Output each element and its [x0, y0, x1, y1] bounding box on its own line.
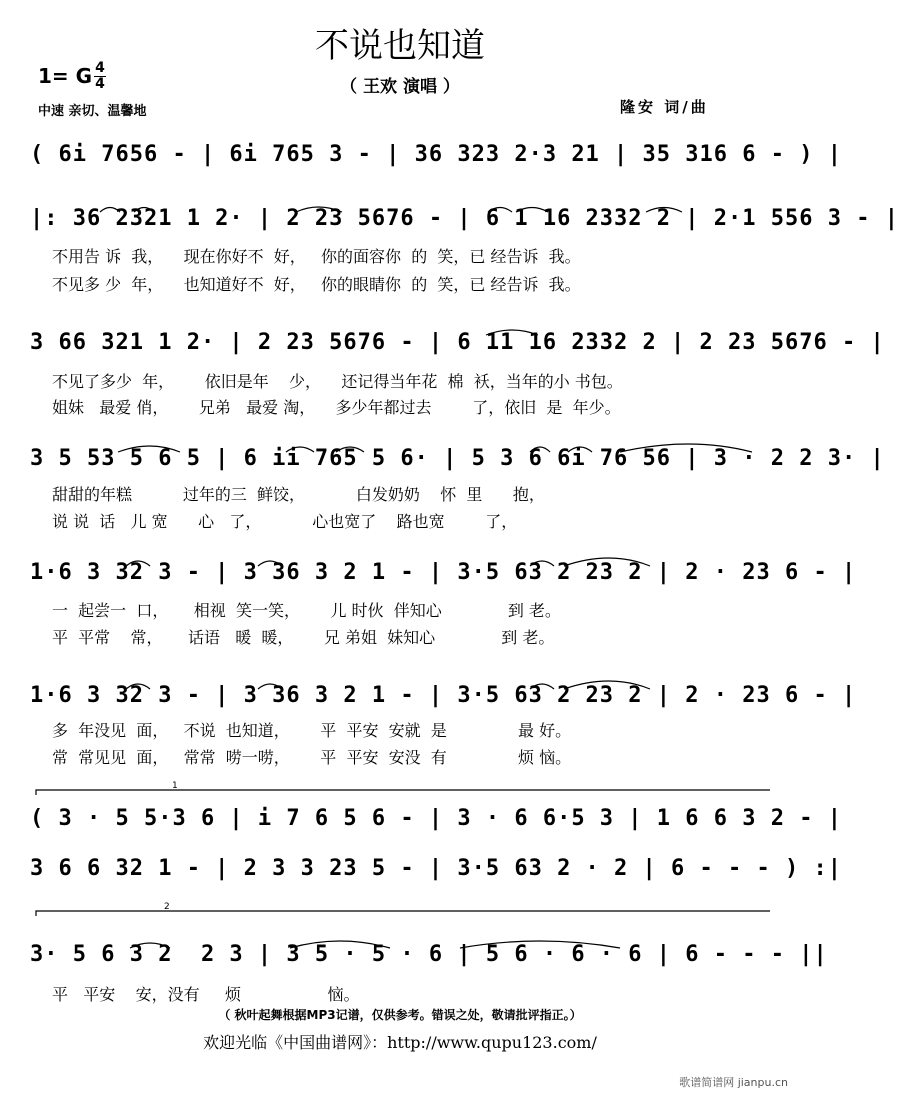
tempo-marking: 中速 亲切、温馨地 [38, 104, 147, 119]
music-line: 1·6 3 32 3 - | 3 36 3 2 1 - | 3·5 63 2 23 2 | 2 · 23 6 - | [30, 560, 857, 585]
song-title: 不说也知道 [315, 26, 485, 66]
music-line: 3 5 53 5 6 5 | 6 ii 765 5 6· | 5 3 6 6i 76 56 | 3 · 2 2 3· | [30, 446, 885, 471]
music-line: 1·6 3 32 3 - | 3 36 3 2 1 - | 3·5 63 2 23 2 | 2 · 23 6 - | [30, 683, 857, 708]
tie-arc [100, 208, 120, 213]
volta-bracket-2 [36, 911, 770, 916]
key-signature: 1= G [38, 64, 93, 88]
music-line: ( 6i 7656 - | 6i 765 3 - | 36 323 2·3 21 | 35 316 6 - ) | [30, 142, 842, 167]
transcription-note: （ 秋叶起舞根据MP3记谱，仅供参考。错误之处，敬请批评指正。） [218, 1008, 582, 1022]
time-signature-top: 4 [95, 60, 105, 76]
music-line: ( 3 · 5 5·3 6 | i 7 6 5 6 - | 3 · 6 6·5 3 | 1 6 6 3 2 - | [30, 806, 842, 831]
watermark: 歌谱简谱网 jianpu.cn [679, 1076, 788, 1089]
lyric-line: 说 说 话 儿 宽 心 了， 心也宽了 路也宽 了， [52, 512, 518, 531]
lyric-line: 甜甜的年糕 过年的三 鲜饺， 白发奶奶 怀 里 抱， [52, 485, 545, 504]
tie-arc [258, 684, 282, 689]
tie-arc [118, 446, 180, 452]
tie-arc [460, 941, 620, 948]
lyric-line: 平 平安 安，没有 烦 恼。 [52, 985, 360, 1004]
tie-arc [258, 561, 282, 566]
tie-arc [126, 684, 150, 689]
tie-arc [130, 943, 170, 948]
lyric-line: 姐妹 最爱 俏， 兄弟 最爱 淘， 多少年都过去 了，依旧 是 年少。 [52, 398, 621, 417]
site-banner: 欢迎光临《中国曲谱网》：http://www.qupu123.com/ [203, 1033, 597, 1052]
tie-arc [486, 330, 538, 335]
volta-bracket-1 [36, 790, 770, 795]
tie-arc [530, 447, 550, 452]
tie-arc [126, 561, 150, 566]
tie-arc [336, 447, 364, 452]
tie-arc [516, 208, 548, 213]
tie-arc [488, 208, 512, 213]
tie-arc [564, 558, 650, 566]
tie-arc [568, 447, 592, 452]
tie-arc [286, 447, 314, 452]
lyric-line: 多 年没见 面， 不说 也知道， 平 平安 安就 是 最 好。 [52, 721, 572, 740]
lyric-line: 不用告 诉 我， 现在你好不 好， 你的面容你 的 笑，已 经告诉 我。 [52, 247, 581, 266]
tie-arc [530, 561, 554, 566]
tie-arc [564, 681, 650, 689]
tie-arc [290, 941, 390, 948]
volta-number-1: 1 [172, 781, 178, 791]
tie-arc [134, 208, 154, 213]
tie-arc [646, 208, 682, 213]
time-signature-bottom: 4 [95, 76, 105, 92]
volta-number-2: 2 [164, 902, 170, 912]
music-line: |: 36 2321 1 2· | 2 23 5676 - | 6 1 16 2332 2 | 2·1 556 3 - | [30, 206, 899, 231]
singer-credit: （ 王欢 演唱 ） [340, 77, 460, 97]
lyric-line: 不见多 少 年， 也知道好不 好， 你的眼睛你 的 笑，已 经告诉 我。 [52, 275, 581, 294]
tie-arc [530, 684, 554, 689]
music-line: 3· 5 6 3 2 2 3 | 3 5 · 5 · 6 | 5 6 · 6 · 6 | 6 - - - || [30, 942, 828, 967]
author-credit: 隆安 词/曲 [620, 98, 709, 116]
lyric-line: 一 起尝一 口， 相视 笑一笑， 儿 时伙 伴知心 到 老。 [52, 601, 561, 620]
music-line: 3 66 321 1 2· | 2 23 5676 - | 6 11 16 2332 2 | 2 23 5676 - | [30, 330, 885, 355]
lyric-line: 常 常见见 面， 常常 唠一唠， 平 平安 安没 有 烦 恼。 [52, 748, 572, 767]
tie-arc [620, 444, 752, 452]
lyric-line: 平 平常 常， 话语 暖 暖， 兄 弟姐 妹知心 到 老。 [52, 628, 555, 647]
tie-arc [296, 207, 342, 212]
lyric-line: 不见了多少 年， 依旧是年 少， 还记得当年花 棉 袄，当年的小 书包。 [52, 372, 623, 391]
music-line: 3 6 6 32 1 - | 2 3 3 23 5 - | 3·5 63 2 · 2 | 6 - - - ) :| [30, 856, 842, 881]
